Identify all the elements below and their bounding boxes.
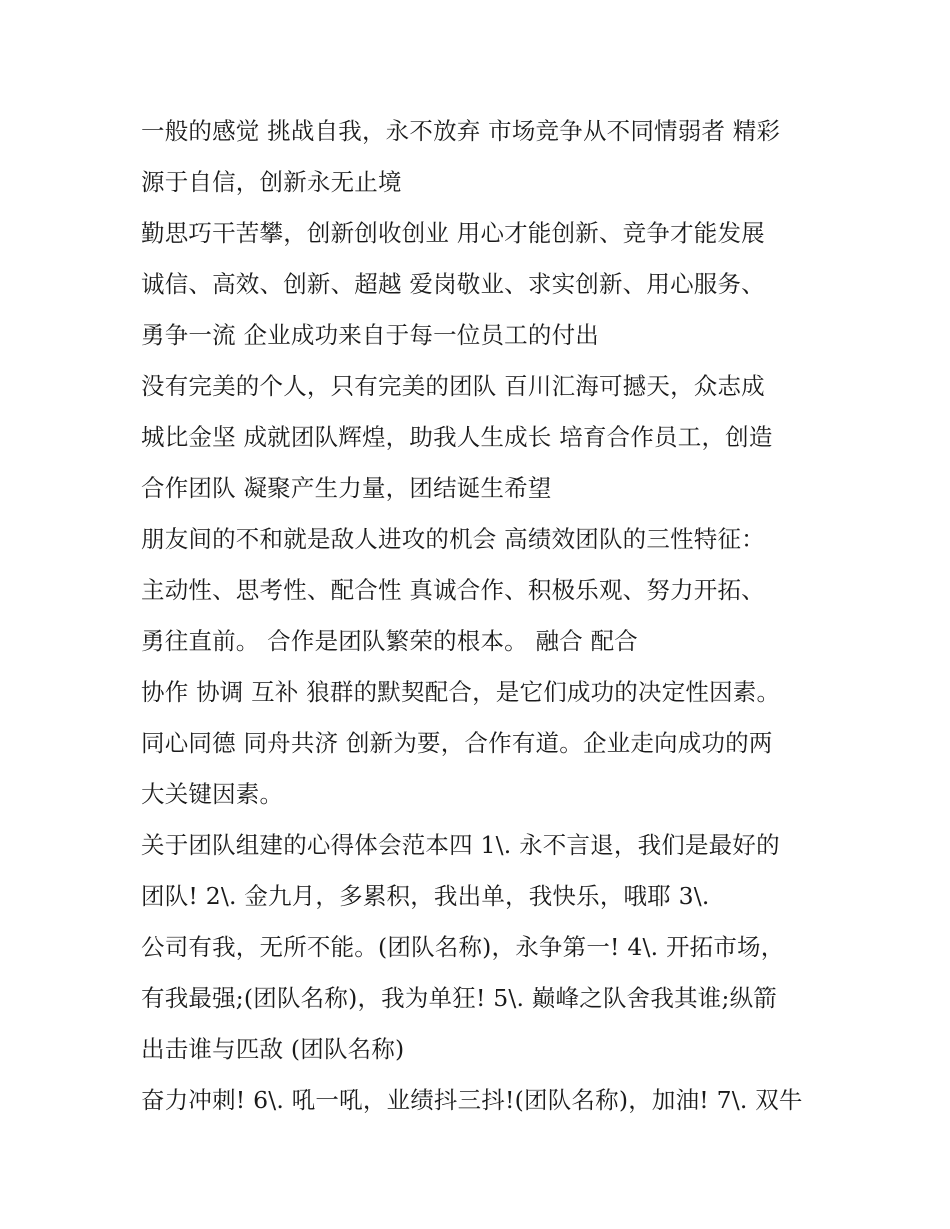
text-line: 勇往直前。 合作是团队繁荣的根本。 融合 配合 xyxy=(141,627,639,655)
text-line: 大关键因素。 xyxy=(141,780,284,808)
text-line: 出击谁与匹敌 (团队名称) xyxy=(141,1035,405,1063)
text-line: 合作团队 凝聚产生力量，团结诞生希望 xyxy=(141,474,552,502)
text-line: 一般的感觉 挑战自我，永不放弃 市场竞争从不同情弱者 精彩 xyxy=(141,117,781,145)
text-line: 同心同德 同舟共济 创新为要，合作有道。企业走向成功的两 xyxy=(141,729,773,757)
text-line: 协作 协调 互补 狼群的默契配合，是它们成功的决定性因素。 xyxy=(141,678,781,706)
text-line: 勇争一流 企业成功来自于每一位员工的付出 xyxy=(141,321,599,349)
text-line: 团队! 2\. 金九月，多累积，我出单，我快乐，哦耶 3\. xyxy=(141,882,710,910)
text-line: 勤思巧干苦攀，创新创收创业 用心才能创新、竞争才能发展 xyxy=(141,219,765,247)
text-line: 诚信、高效、创新、超越 爱岗敬业、求实创新、用心服务、 xyxy=(141,270,765,298)
text-line: 关于团队组建的心得体会范本四 1\. 永不言退，我们是最好的 xyxy=(141,831,780,859)
text-line: 没有完美的个人，只有完美的团队 百川汇海可撼天，众志成 xyxy=(141,372,765,400)
text-line: 有我最强;(团队名称)，我为单狂! 5\. 巅峰之队舍我其谁;纵箭 xyxy=(141,984,777,1012)
text-line: 奋力冲刺! 6\. 吼一吼，业绩抖三抖!(团队名称)，加油! 7\. 双牛 xyxy=(141,1086,803,1114)
text-line: 主动性、思考性、配合性 真诚合作、积极乐观、努力开拓、 xyxy=(141,576,765,604)
text-line: 朋友间的不和就是敌人进攻的机会 高绩效团队的三性特征： xyxy=(141,525,765,553)
text-line: 公司有我，无所不能。(团队名称)，永争第一! 4\. 开拓市场， xyxy=(141,933,785,961)
body-text xyxy=(141,106,821,1126)
text-line: 城比金坚 成就团队辉煌，助我人生成长 培育合作员工，创造 xyxy=(141,423,773,451)
text-line: 源于自信，创新永无止境 xyxy=(141,168,402,196)
